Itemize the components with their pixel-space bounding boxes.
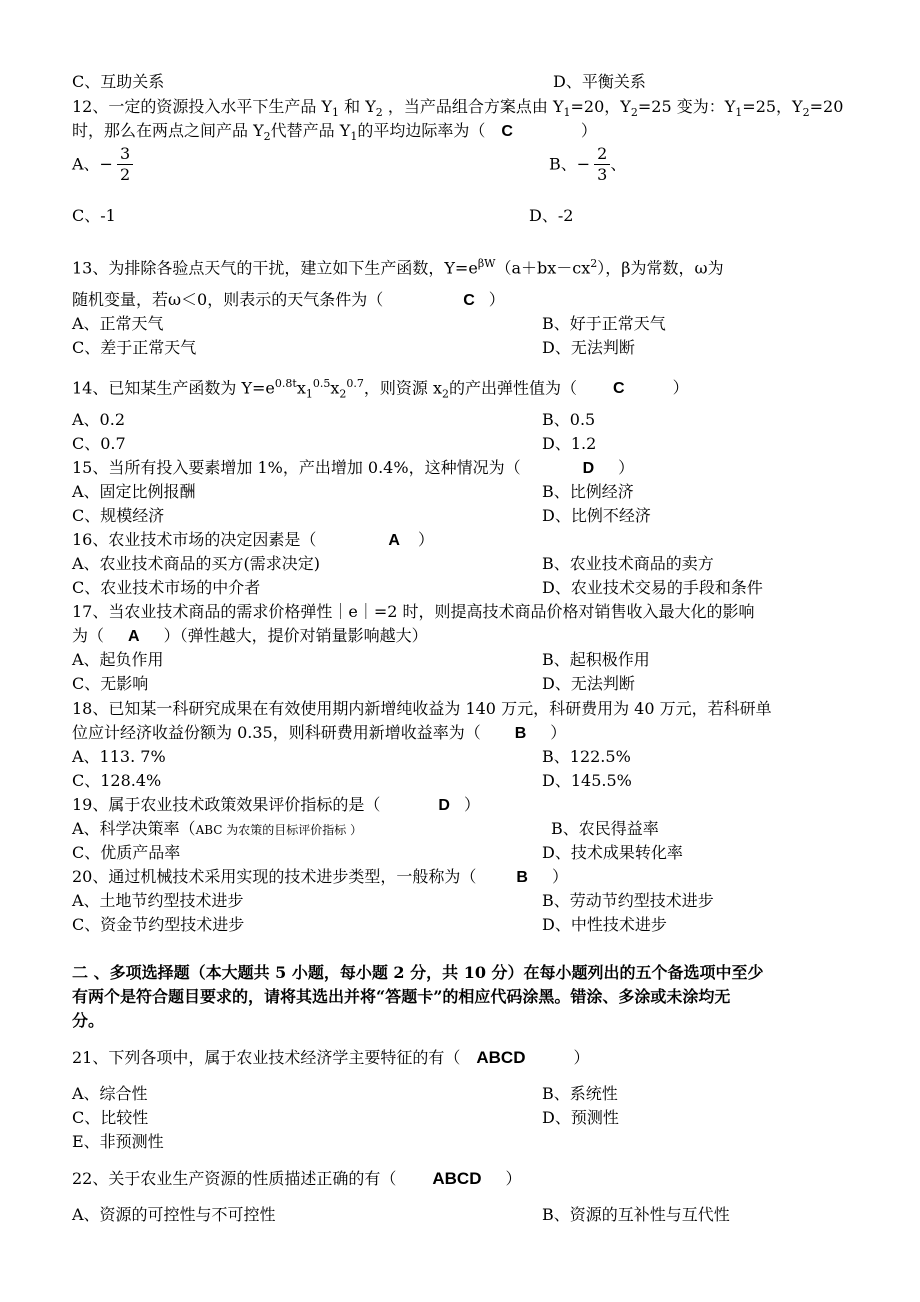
q21-question-line1: 21、下列各项中，属于农业技术经济学主要特征的有（ ABCD ） <box>72 1048 590 1067</box>
q13-option-a: A、正常天气 <box>72 314 164 333</box>
q21-option-b: B、系统性 <box>542 1084 618 1103</box>
q12-question-line1: 12、一定的资源投入水平下生产品 $Y_1$ 和 $Y_2$ ，当产品组合方案点由 $Y_1=20$，$Y_2=25$ 变为：$Y_1=25$，$Y_2=20$ <box>72 97 844 120</box>
q14-option-a: A、0.2 <box>72 410 126 429</box>
q18-answer: B <box>514 725 527 742</box>
q20-option-c: C、资金节约型技术进步 <box>72 915 245 934</box>
q11-option-d: D、平衡关系 <box>553 72 646 91</box>
q16-question-line1: 16、农业技术市场的决定因素是（ A ） <box>72 530 434 549</box>
q12-option-d: D、-2 <box>529 206 574 225</box>
q21-option-e: E、非预测性 <box>72 1132 164 1151</box>
q14-option-c: C、0.7 <box>72 434 126 453</box>
q17-option-d: D、无法判断 <box>542 674 635 693</box>
q15-option-d: D、比例不经济 <box>542 506 651 525</box>
q16-answer: A <box>388 532 400 549</box>
q14-answer: C <box>613 380 625 398</box>
q16-option-a: A、农业技术商品的买方(需求决定) <box>72 554 321 573</box>
q19-option-c: C、优质产品率 <box>72 843 181 862</box>
q19-question-line1: 19、属于农业技术政策效果评价指标的是（ D ） <box>72 795 480 814</box>
q18-option-a: A、113. 7% <box>72 747 166 766</box>
q19-option-a-note: ABC 为农策的目标评价指标 ） <box>195 823 363 837</box>
q15-option-a: A、固定比例报酬 <box>72 482 196 501</box>
q18-option-d: D、145.5% <box>542 771 632 790</box>
q13-question-line2: 随机变量，若ω＜0，则表示的天气条件为（ C ） <box>72 290 505 309</box>
q17-question-line1: 17、当农业技术商品的需求价格弹性｜e｜=2 时，则提高技术商品价格对销售收入最大化的影响 <box>72 602 755 621</box>
q13-question-line1: 13、为排除各验点天气的干扰，建立如下生产函数，$Y=e^{\beta W}(a+bx-cx^2)$，β为常数，ω为 <box>72 257 724 278</box>
q12-answer: C <box>501 123 513 140</box>
q20-option-a: A、土地节约型技术进步 <box>72 891 244 910</box>
q17-option-a: A、起负作用 <box>72 650 164 669</box>
section2-heading-line1: 二 、多项选择题（本大题共 5 小题，每小题 2 分，共 10 分）在每小题列出的五个备选项中至少 <box>72 963 764 982</box>
q16-option-d: D、农业技术交易的手段和条件 <box>542 578 763 597</box>
q18-option-b: B、122.5% <box>542 747 631 766</box>
q12-option-b: B、− $\frac{2}{3}$ 、 <box>549 144 627 184</box>
q16-option-b: B、农业技术商品的卖方 <box>542 554 714 573</box>
q12-option-c: C、-1 <box>72 206 116 225</box>
q13-option-b: B、好于正常天气 <box>542 314 666 333</box>
q17-option-c: C、无影响 <box>72 674 149 693</box>
q15-option-c: C、规模经济 <box>72 506 165 525</box>
q17-question-line2: 为（ A ）（弹性越大，提价对销量影响越大） <box>72 626 428 645</box>
q13-option-d: D、无法判断 <box>542 338 635 357</box>
q19-option-b: B、农民得益率 <box>551 819 659 838</box>
q21-option-d: D、预测性 <box>542 1108 619 1127</box>
q21-option-c: C、比较性 <box>72 1108 149 1127</box>
q15-option-b: B、比例经济 <box>542 482 634 501</box>
q21-option-a: A、综合性 <box>72 1084 148 1103</box>
q20-option-b: B、劳动节约型技术进步 <box>542 891 714 910</box>
q22-answer: ABCD <box>432 1169 482 1188</box>
q12-question-line2: 时，那么在两点之间产品 $Y_2$代替产品 $Y_1$的平均边际率为（ C ） <box>72 121 597 144</box>
q13-option-c: C、差于正常天气 <box>72 338 197 357</box>
q20-question-line1: 20、通过机械技术采用实现的技术进步类型，一般称为（ B ） <box>72 867 568 886</box>
q12-option-a: A、− $\frac{3}{2}$ <box>72 144 133 185</box>
q13-answer: C <box>463 292 475 309</box>
q21-answer: ABCD <box>476 1048 526 1067</box>
section2-heading-line3: 分。 <box>72 1011 105 1030</box>
q20-answer: B <box>516 869 528 886</box>
q14-option-d: D、1.2 <box>542 434 597 453</box>
q16-option-c: C、农业技术市场的中介者 <box>72 578 261 597</box>
q18-question-line2: 位应计经济收益份额为 0.35，则科研费用新增收益率为（ B ） <box>72 723 567 742</box>
q14-option-b: B、0.5 <box>542 410 596 429</box>
q15-answer: D <box>582 460 595 477</box>
section2-heading-line2: 有两个是符合题目要求的，请将其选出并将“答题卡”的相应代码涂黑。错涂、多涂或未涂均无 <box>72 987 731 1006</box>
q14-question-line1: 14、已知某生产函数为 $Y=e^{0.8t}x_1^{0.5}x_2^{0.7}$，则资源 $x_2$的产出弹性值为（ C ） <box>72 377 689 401</box>
q22-option-b: B、资源的互补性与互代性 <box>542 1205 730 1224</box>
q11-option-c: C、互助关系 <box>72 72 165 91</box>
q18-option-c: C、128.4% <box>72 771 162 790</box>
q18-question-line1: 18、已知某一科研究成果在有效使用期内新增纯收益为 140 万元，科研费用为 40 万元，若科研单 <box>72 699 772 718</box>
q17-option-b: B、起积极作用 <box>542 650 650 669</box>
q22-option-a: A、资源的可控性与不可控性 <box>72 1205 276 1224</box>
q19-option-d: D、技术成果转化率 <box>542 843 683 862</box>
q19-option-a: A、科学决策率（ABC 为农策的目标评价指标 ） <box>72 819 363 838</box>
q17-answer: A <box>128 628 140 645</box>
q19-answer: D <box>438 797 450 814</box>
q20-option-d: D、中性技术进步 <box>542 915 667 934</box>
q22-question-line1: 22、关于农业生产资源的性质描述正确的有（ ABCD ） <box>72 1169 522 1188</box>
q15-question-line1: 15、当所有投入要素增加 1%，产出增加 0.4%，这种情况为（ D ） <box>72 458 635 477</box>
